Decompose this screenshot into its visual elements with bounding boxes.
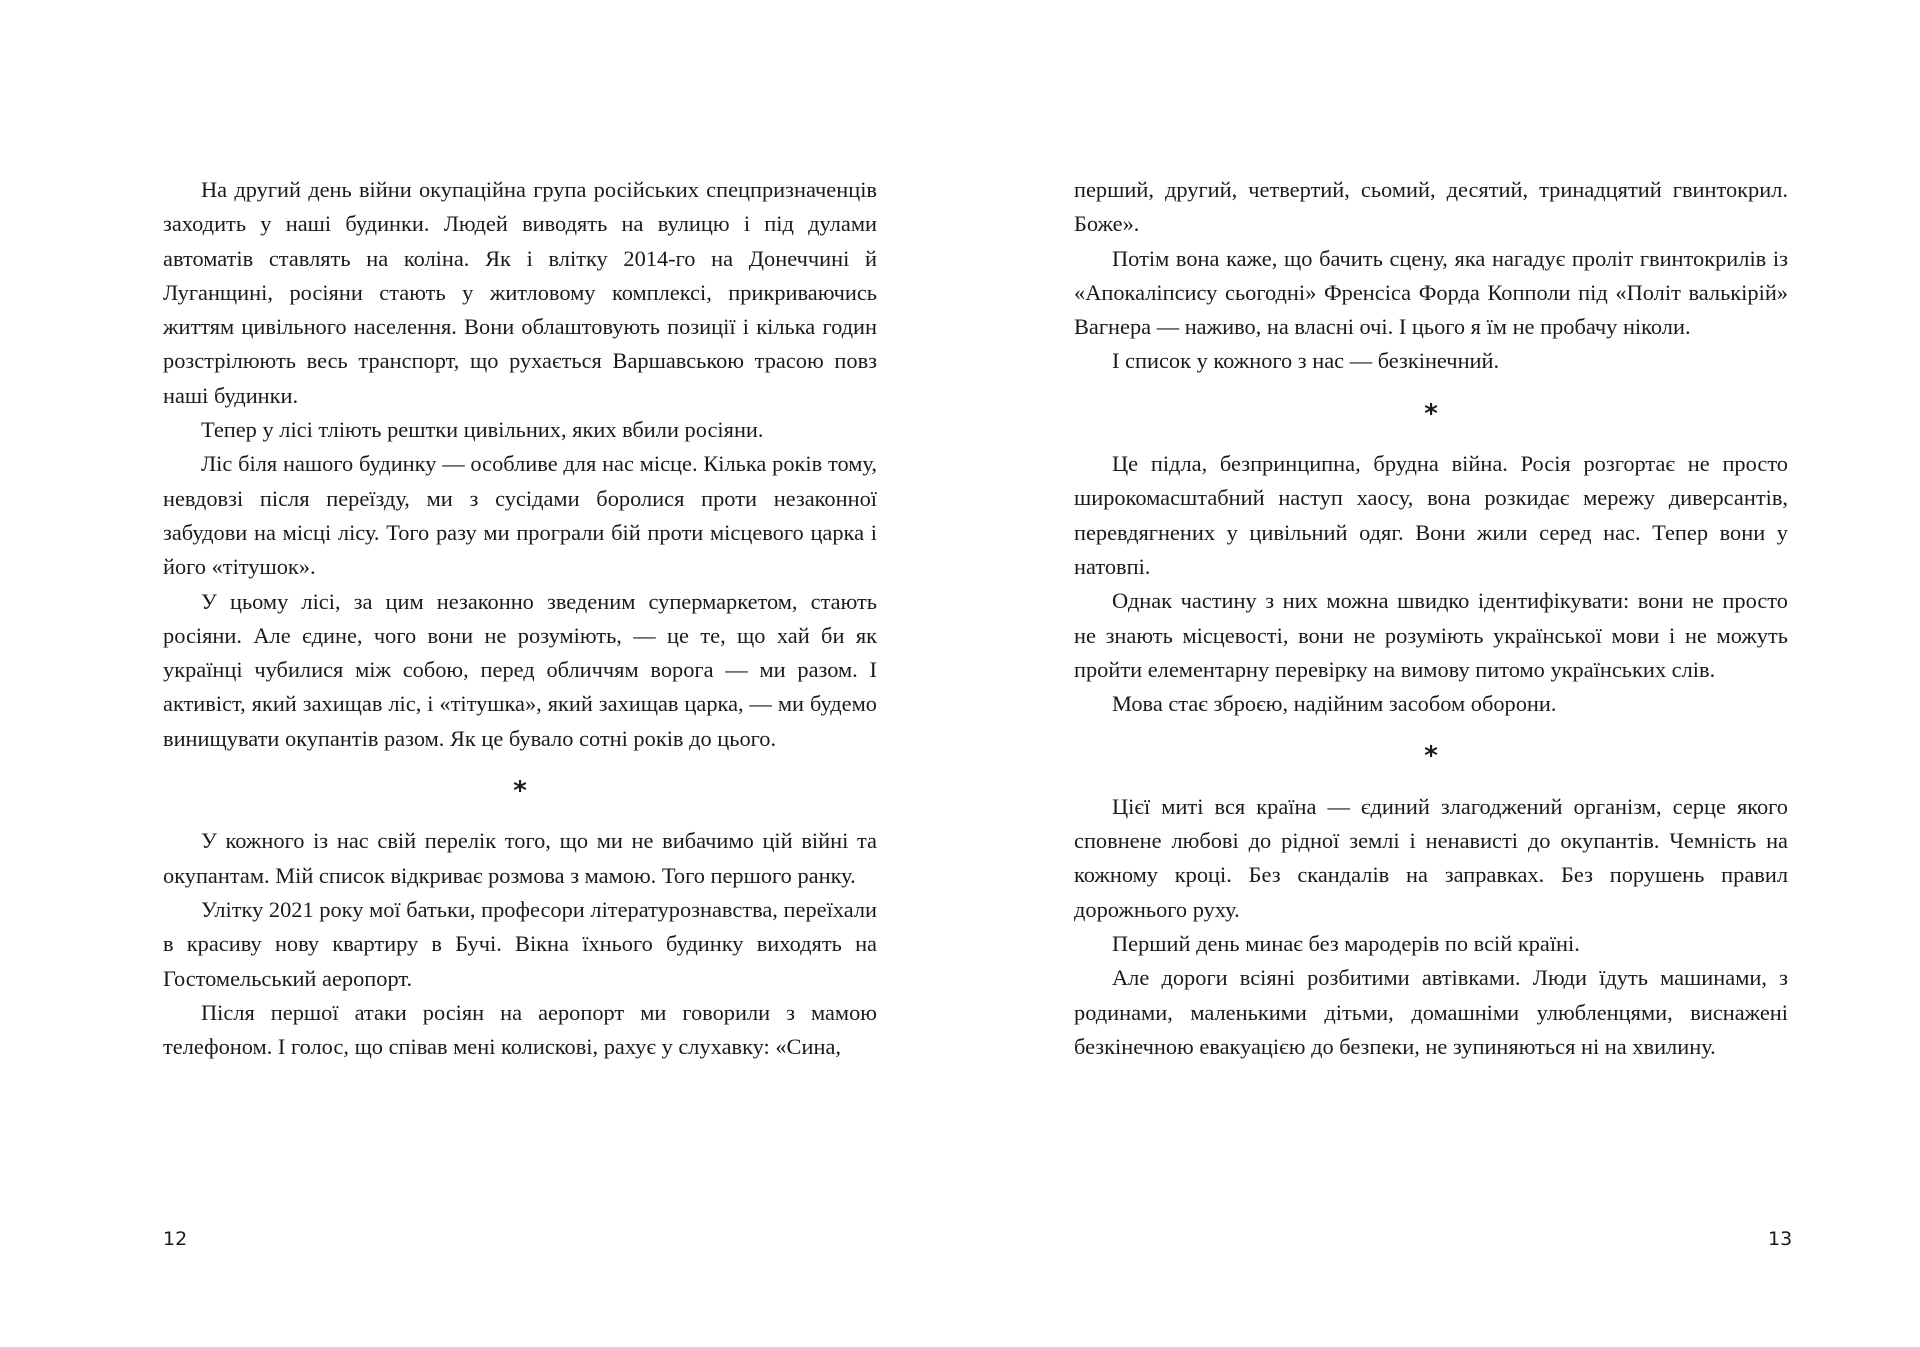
paragraph: У кожного із нас свій перелік того, що ми не вибачимо цій війні та окупантам. Мій список відкриває розмова з мамою. Того першого ранку. — [163, 828, 877, 888]
paragraph: Перший день минає без мародерів по всій країні. — [1112, 930, 1580, 956]
paragraph: перший, другий, четвертий, сьомий, десятий, тринадцятий гвинтокрил. Боже». — [1074, 177, 1788, 237]
paragraph: Тепер у лісі тліють рештки цивільних, яких вбили росіяни. — [201, 417, 764, 443]
paragraph: Це підла, безпринципна, брудна війна. Росія розгортає не просто широкомасштабний наступ хаосу, вона розкидає мережу диверсантів, перевдягнених у цивільний одяг. Вони жили серед нас. Тепер вони у натовпі. — [1074, 451, 1788, 579]
paragraph: Цієї миті вся країна — єдиний злагоджений організм, серце якого сповнене любові до рідної землі і ненависті до окупантів. Чемність на кожному кроці. Без скандалів на заправках. Без порушень правил дорожнього руху. — [1074, 793, 1788, 922]
paragraph: На другий день війни окупаційна група російських спецпризначенців заходить у наші будинки. Людей виводять на вулицю і під дулами автоматів ставлять на коліна. Як і влітку 2014-го на Донеччині й Луганщині, росіяни стають у житловому комплексі, прикриваючись життям цивільного населення. Вони облаштовують позиції і кілька годин розстрілюють весь транспорт, що рухається Варшавською трасою повз наші будинки. — [163, 177, 877, 408]
paragraph: Однак частину з них можна швидко ідентифікувати: вони не просто не знають місцевості, вони не розуміють української мови і не можуть пройти елементарну перевірку на вимову питомо українських слів. — [1074, 588, 1788, 682]
page-number: 13 — [1768, 1228, 1793, 1250]
section-separator: * — [513, 776, 527, 807]
section-separator: * — [1424, 741, 1438, 772]
left-page-text — [163, 173, 877, 1064]
right-page-text — [1074, 173, 1788, 1064]
section-separator: * — [1424, 398, 1438, 429]
paragraph: Ліс біля нашого будинку — особливе для нас місце. Кілька років тому, невдовзі після переїзду, ми з сусідами боролися проти незаконної забудови на місці лісу. Того разу ми програли бій проти місцевого царка і його «тітушок». — [163, 451, 877, 580]
right-page — [960, 0, 1920, 1347]
paragraph: Після першої атаки росіян на аеропорт ми говорили з мамою телефоном. І голос, що співав мені колискові, рахує у слухавку: «Сина, — [163, 999, 877, 1060]
paragraph: Мова стає зброєю, надійним засобом оборони. — [1112, 691, 1557, 717]
paragraph: Потім вона каже, що бачить сцену, яка нагадує проліт гвинтокрилів із «Апокаліпсису сьогодні» Френсіса Форда Копполи під «Політ валькірій» Вагнера — наживо, на власні очі. І цього я їм не пробачу ніколи. — [1074, 245, 1788, 340]
page-number: 12 — [163, 1228, 188, 1250]
paragraph: У цьому лісі, за цим незаконно зведеним супермаркетом, стають росіяни. Але єдине, чого вони не розуміють, — це те, що хай би як українці чубилися між собою, перед обличчям ворога — ми разом. І активіст, який захищав ліс, і «тітушка», який захищав царка, — ми будемо винищувати окупантів разом. Як це бувало сотні років до цього. — [163, 588, 877, 751]
paragraph: Улітку 2021 року мої батьки, професори літературознавства, переїхали в красиву нову квартиру в Бучі. Вікна їхнього будинку виходять на Гостомельський аеропорт. — [163, 896, 877, 991]
paragraph: І список у кожного з нас — безкінечний. — [1112, 348, 1500, 374]
paragraph: Але дороги всіяні розбитими автівками. Люди їдуть машинами, з родинами, маленькими дітьми, домашніми улюбленцями, виснажені безкінечною евакуацією до безпеки, не зупиняються ні на хвилину. — [1074, 965, 1788, 1059]
